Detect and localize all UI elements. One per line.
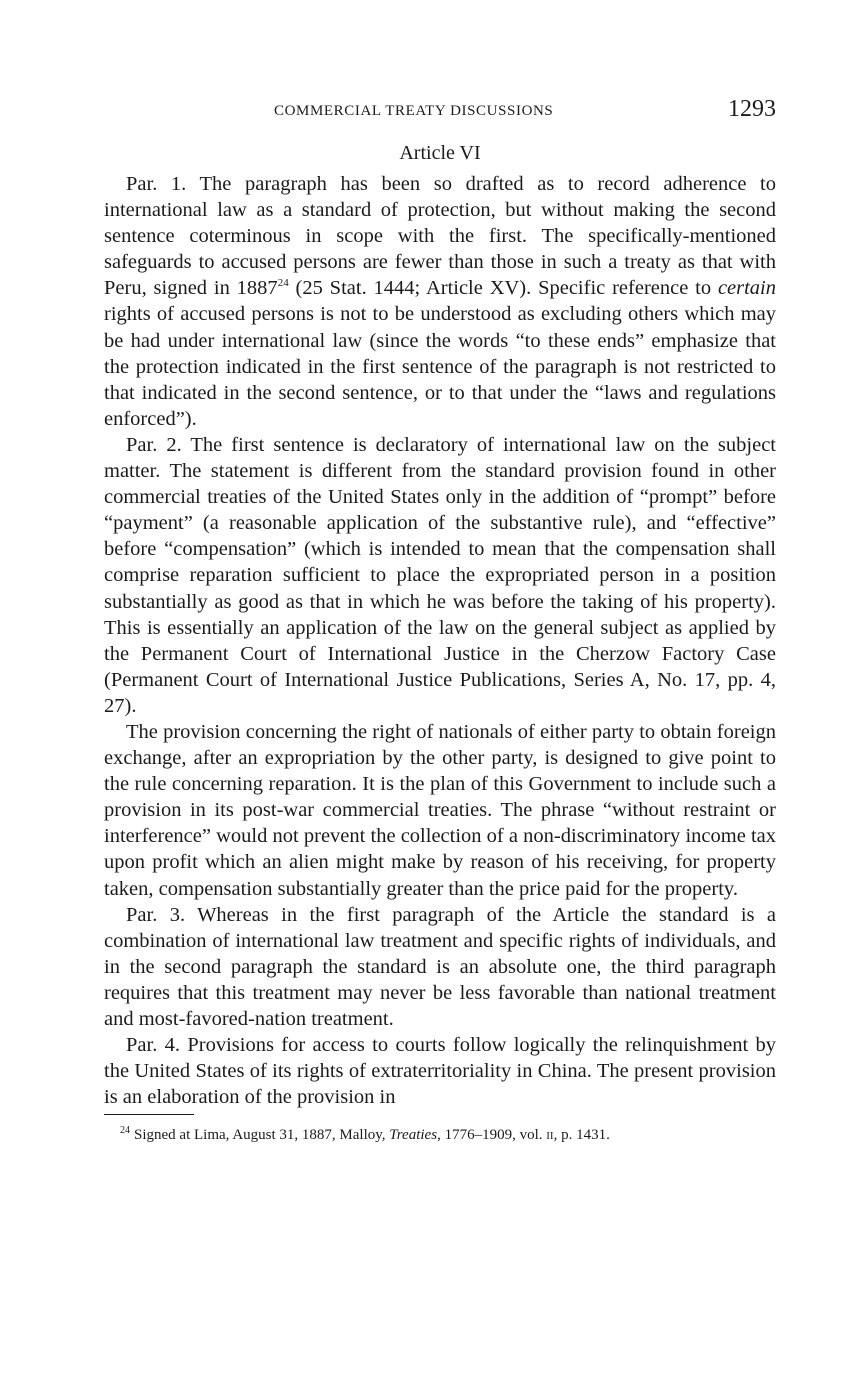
footnote-mark: 24 xyxy=(120,1125,130,1137)
article-heading: Article VI xyxy=(399,142,481,164)
body-text xyxy=(104,171,776,1110)
paragraph-1-text-c: rights of accused persons is not to be understood as excluding others which may be had under international law (since the words “to these ends” emphasize that the protection indicated in the first sentence of the paragraph is not restricted to that indicated in the second sentence, or to that under the “laws and regulations enforced”). xyxy=(104,303,776,430)
paragraph-1 xyxy=(104,171,776,432)
document-page xyxy=(104,96,776,1146)
footnote xyxy=(104,1125,776,1146)
footnote-volume: II xyxy=(546,1130,554,1143)
footnote-text-b: , 1776–1909, vol. xyxy=(437,1127,547,1144)
footnote-text-a: Signed at Lima, August 31, 1887, Malloy, xyxy=(134,1127,390,1144)
paragraph-5: Par. 4. Provisions for access to courts follow logically the relinquishment by the United States of its rights of extraterritoriality in China. The present provision is an elaboration of the provision in xyxy=(104,1034,776,1109)
footnote-text-c: , p. 1431. xyxy=(553,1127,610,1144)
paragraph-1-text-b: (25 Stat. 1444; Article XV). Specific reference to xyxy=(288,277,718,300)
footnote-title: Treaties xyxy=(389,1127,438,1144)
footnote-reference: 24 xyxy=(277,277,289,290)
paragraph-3: The provision concerning the right of nationals of either party to obtain foreign exchange, after an expropriation by the other party, is designed to give point to the rule concerning reparation. It is the plan of this Government to include such a provision in its post-war commercial treaties. The phrase “without restraint or interference” would not prevent the collection of a non-discriminatory income tax upon profit which an alien might make by reason of his receiving, for property taken, compensation substantially greater than the price paid for the property. xyxy=(104,720,776,900)
paragraph-2: Par. 2. The first sentence is declaratory of international law on the subject matter. The statement is different from the standard provision found in other commercial treaties of the United States only in the addition of “prompt” before “payment” (a reasonable application of the substantive rule), and “effective” before “compensation” (which is intended to mean that the compensation shall comprise reparation sufficient to place the expropriated person in a position substantially as good as that in which he was before the taking of his property). This is essentially an application of the law on the general subject as applied by the Permanent Court of International Justice in the Cherzow Factory Case (Permanent Court of International Justice Publications, Series A, No. 17, pp. 4, 27). xyxy=(104,433,776,717)
footnote-divider xyxy=(104,1114,194,1115)
page-number: 1293 xyxy=(728,96,776,122)
paragraph-1-text-a: Par. 1. The paragraph has been so drafted as to record adherence to international law as a standard of protection, but without making the second sentence coterminous in scope with the first. The specifically-mentioned safeguards to accused persons are fewer than those in such a treaty as that with Peru, signed in 1887 xyxy=(104,173,776,300)
emphasis-certain: certain xyxy=(717,277,777,300)
paragraph-4: Par. 3. Whereas in the first paragraph of the Article the standard is a combination of international law treatment and specific rights of individuals, and in the second paragraph the standard is an absolute one, the third paragraph requires that this treatment may never be less favorable than national treatment and most-favored-nation treatment. xyxy=(104,903,776,1030)
running-header xyxy=(104,96,776,130)
running-title: COMMERCIAL TREATY DISCUSSIONS xyxy=(274,103,554,119)
